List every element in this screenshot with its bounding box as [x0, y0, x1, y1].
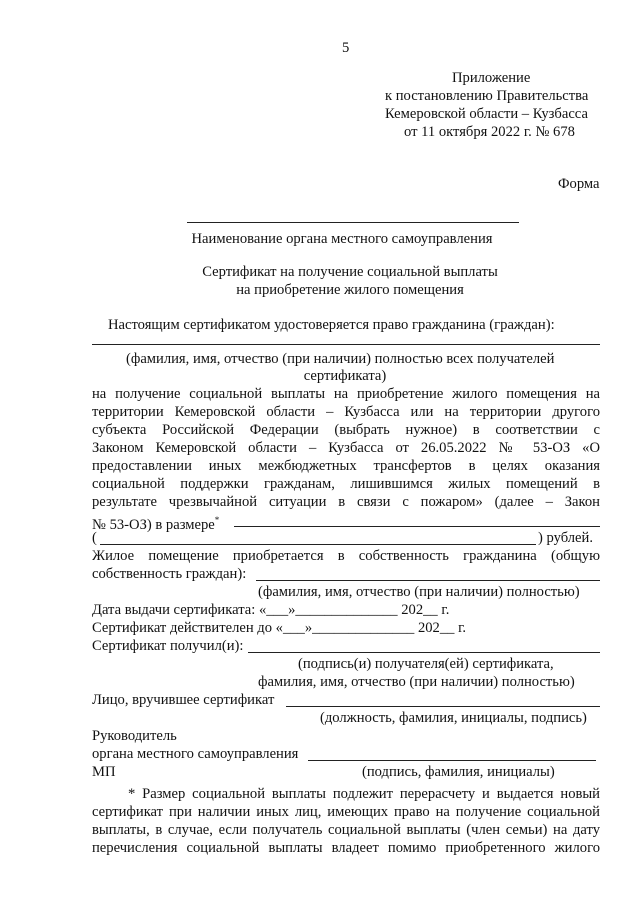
amount-number-line[interactable]: [100, 544, 536, 545]
ownership-caption: (фамилия, имя, отчество (при наличии) полностью): [258, 584, 580, 600]
intro-text: Настоящим сертификатом удостоверяется право гражданина (граждан):: [108, 317, 555, 333]
ownership-line-2: собственность граждан):: [92, 566, 247, 582]
issuer-signature-line[interactable]: [286, 706, 600, 707]
footnote-line-2: сертификат при наличии иных лиц, имеющих право на получение социальной: [92, 804, 600, 820]
ownership-line-1: Жилое помещение приобретается в собственность гражданина (общую: [92, 548, 600, 564]
body-line-1: на получение социальной выплаты на приобретение жилого помещения на: [92, 386, 600, 402]
stamp-place-label: МП: [92, 764, 116, 780]
amount-words-line[interactable]: [234, 526, 600, 527]
amount-label-text: № 53-ОЗ) в размере: [92, 516, 215, 533]
body-line-6: социальной поддержки гражданам, лишившимся жилых помещений в: [92, 476, 600, 492]
valid-until: Сертификат действителен до «___»______________ 202__ г.: [92, 620, 467, 636]
recipients-caption-1: (фамилия, имя, отчество (при наличии) полностью всех получателей: [126, 351, 555, 367]
appendix-line-4: от 11 октября 2022 г. № 678: [404, 124, 575, 140]
org-caption: Наименование органа местного самоуправления: [191, 231, 493, 247]
issuer-label: Лицо, вручившее сертификат: [92, 692, 275, 708]
body-line-4: Законом Кемеровской области – Кузбасса от 26.05.2022 № 53-ОЗ «О: [92, 440, 600, 456]
received-caption-1: (подпись(и) получателя(ей) сертификата,: [298, 656, 554, 672]
issue-date: Дата выдачи сертификата: «___»______________ 202__ г.: [92, 602, 450, 618]
issuer-caption: (должность, фамилия, инициалы, подпись): [320, 710, 587, 726]
appendix-line-1: Приложение: [452, 70, 531, 86]
form-label: Форма: [558, 176, 600, 192]
title-line-2: на приобретение жилого помещения: [236, 282, 464, 298]
body-line-5: предоставлении иных межбюджетных трансфертов в целях оказания: [92, 458, 600, 474]
body-line-7: результате чрезвычайной ситуации в связи с пожаром» (далее – Закон: [92, 494, 600, 510]
head-line-2: органа местного самоуправления: [92, 746, 299, 762]
footnote-line-1: * Размер социальной выплаты подлежит перерасчету и выдается новый: [128, 786, 600, 802]
title-line-1: Сертификат на получение социальной выплаты: [202, 264, 498, 280]
head-line-1: Руководитель: [92, 728, 177, 744]
received-label: Сертификат получил(и):: [92, 638, 244, 654]
body-line-2: территории Кемеровской области – Кузбасса или на территории другого: [92, 404, 600, 420]
appendix-line-3: Кемеровской области – Кузбасса: [385, 106, 588, 122]
open-paren: (: [92, 530, 97, 546]
body-line-3: субъекта Российской Федерации (выбрать нужное) в соответствии с: [92, 422, 600, 438]
amount-label: [92, 512, 219, 533]
footnote-mark: *: [214, 515, 220, 525]
head-signature-line[interactable]: [308, 760, 596, 761]
head-caption: (подпись, фамилия, инициалы): [362, 764, 555, 780]
appendix-line-2: к постановлению Правительства: [385, 88, 589, 104]
footnote-line-4: перечисления социальной выплаты владеет помимо приобретенного жилого: [92, 840, 600, 856]
org-name-line: [187, 222, 519, 223]
received-caption-2: фамилия, имя, отчество (при наличии) полностью): [258, 674, 575, 690]
received-signature-line[interactable]: [248, 652, 600, 653]
recipients-caption-2: сертификата): [303, 368, 387, 384]
recipients-line: [92, 344, 600, 345]
ownership-name-line[interactable]: [256, 580, 600, 581]
rubles-label: ) рублей.: [538, 530, 593, 546]
page-number: 5: [342, 40, 350, 56]
footnote-line-3: выплаты, в случае, если получатель социальной выплаты (член семьи) на дату: [92, 822, 600, 838]
